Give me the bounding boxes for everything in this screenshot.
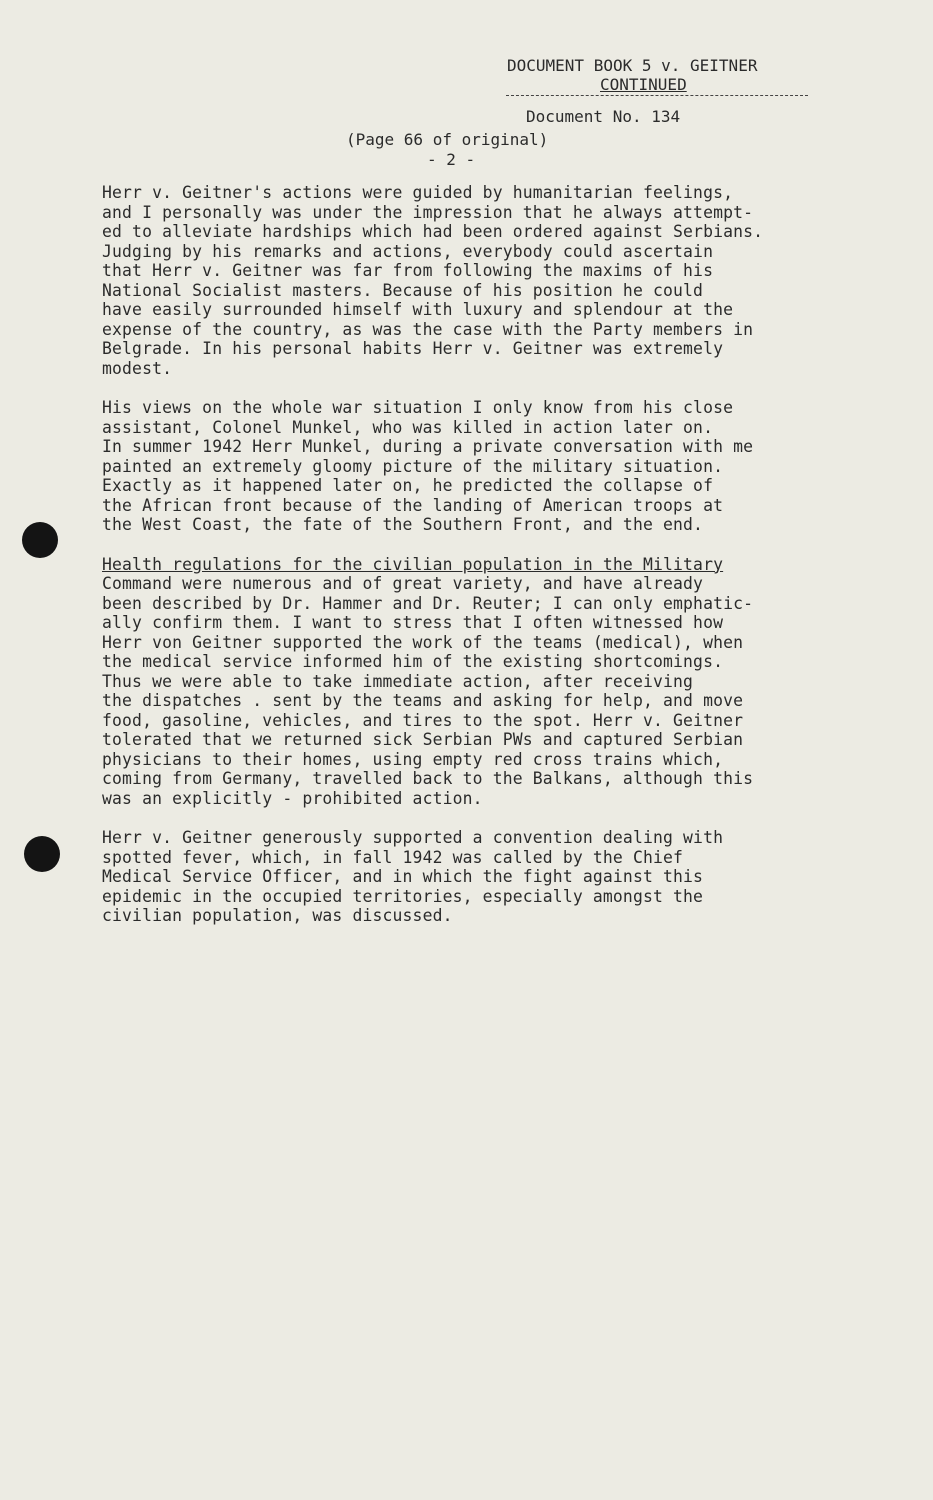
punch-hole — [22, 522, 58, 558]
paragraph — [102, 828, 892, 926]
text-line: and I personally was under the impression that he always attempt- — [102, 202, 754, 222]
paragraph — [102, 555, 892, 809]
text-line: Herr von Geitner supported the work of the teams (medical), when — [102, 632, 744, 652]
text-line: Thus we were able to take immediate action, after receiving — [102, 671, 694, 691]
text-line: modest. — [102, 358, 173, 378]
text-line: Command were numerous and of great variety, and have already — [102, 574, 704, 593]
text-line: tolerated that we returned sick Serbian PWs and captured Serbian — [102, 730, 744, 749]
text-line: that Herr v. Geitner was far from following the maxims of his — [102, 261, 714, 280]
text-line: Medical Service Officer, and in which the fight against this — [102, 867, 704, 886]
text-line: the West Coast, the fate of the Southern Front, and the end. — [102, 515, 704, 534]
text-line: coming from Germany, travelled back to the Balkans, although this — [102, 769, 754, 788]
text-line: painted an extremely gloomy picture of the military situation. — [102, 456, 724, 476]
text-line: Health regulations for the civilian population in the Military — [102, 554, 724, 574]
text-line: His views on the whole war situation I only know from his close — [102, 398, 734, 417]
text-line: Herr v. Geitner's actions were guided by humanitarian feelings, — [102, 183, 734, 202]
text-line: Judging by his remarks and actions, everybody could ascertain — [102, 241, 714, 261]
text-line: National Socialist masters. Because of his position he could — [102, 280, 704, 300]
text-line: the medical service informed him of the existing shortcomings. — [102, 652, 724, 671]
continued-label: CONTINUED — [600, 75, 687, 94]
text-line: Herr v. Geitner generously supported a convention dealing with — [102, 828, 724, 847]
punch-hole — [24, 836, 60, 872]
document-book-title: DOCUMENT BOOK 5 v. GEITNER — [507, 56, 758, 75]
text-line: food, gasoline, vehicles, and tires to the spot. Herr v. Geitner — [102, 710, 744, 730]
text-line: have easily surrounded himself with luxury and splendour at the — [102, 300, 734, 319]
text-line: spotted fever, which, in fall 1942 was called by the Chief — [102, 847, 684, 867]
text-line: expense of the country, as was the case with the Party members in — [102, 319, 754, 339]
text-line: ed to alleviate hardships which had been ordered against Serbians. — [102, 222, 764, 241]
document-number: Document No. 134 — [526, 107, 681, 126]
text-line: Exactly as it happened later on, he predicted the collapse of — [102, 476, 714, 495]
text-line: civilian population, was discussed. — [102, 906, 453, 925]
text-line: In summer 1942 Herr Munkel, during a private conversation with me — [102, 437, 754, 456]
text-line: ally confirm them. I want to stress that I often witnessed how — [102, 613, 724, 632]
text-line: been described by Dr. Hammer and Dr. Reuter; I can only emphatic- — [102, 593, 754, 613]
text-line: was an explicitly - prohibited action. — [102, 788, 483, 808]
text-line: epidemic in the occupied territories, especially amongst the — [102, 886, 704, 906]
page-reference: (Page 66 of original) — [346, 130, 549, 149]
text-line: the African front because of the landing of American troops at — [102, 495, 724, 515]
paragraph — [102, 183, 892, 378]
paragraph — [102, 398, 892, 535]
text-line: Belgrade. In his personal habits Herr v. Geitner was extremely — [102, 339, 724, 358]
text-line: the dispatches . sent by the teams and asking for help, and move — [102, 691, 744, 710]
page-number: - 2 - — [427, 150, 476, 169]
document-body — [102, 183, 892, 946]
text-line: physicians to their homes, using empty red cross trains which, — [102, 749, 724, 769]
text-line: assistant, Colonel Munkel, who was killed in action later on. — [102, 417, 714, 437]
continued-rule — [506, 75, 808, 96]
